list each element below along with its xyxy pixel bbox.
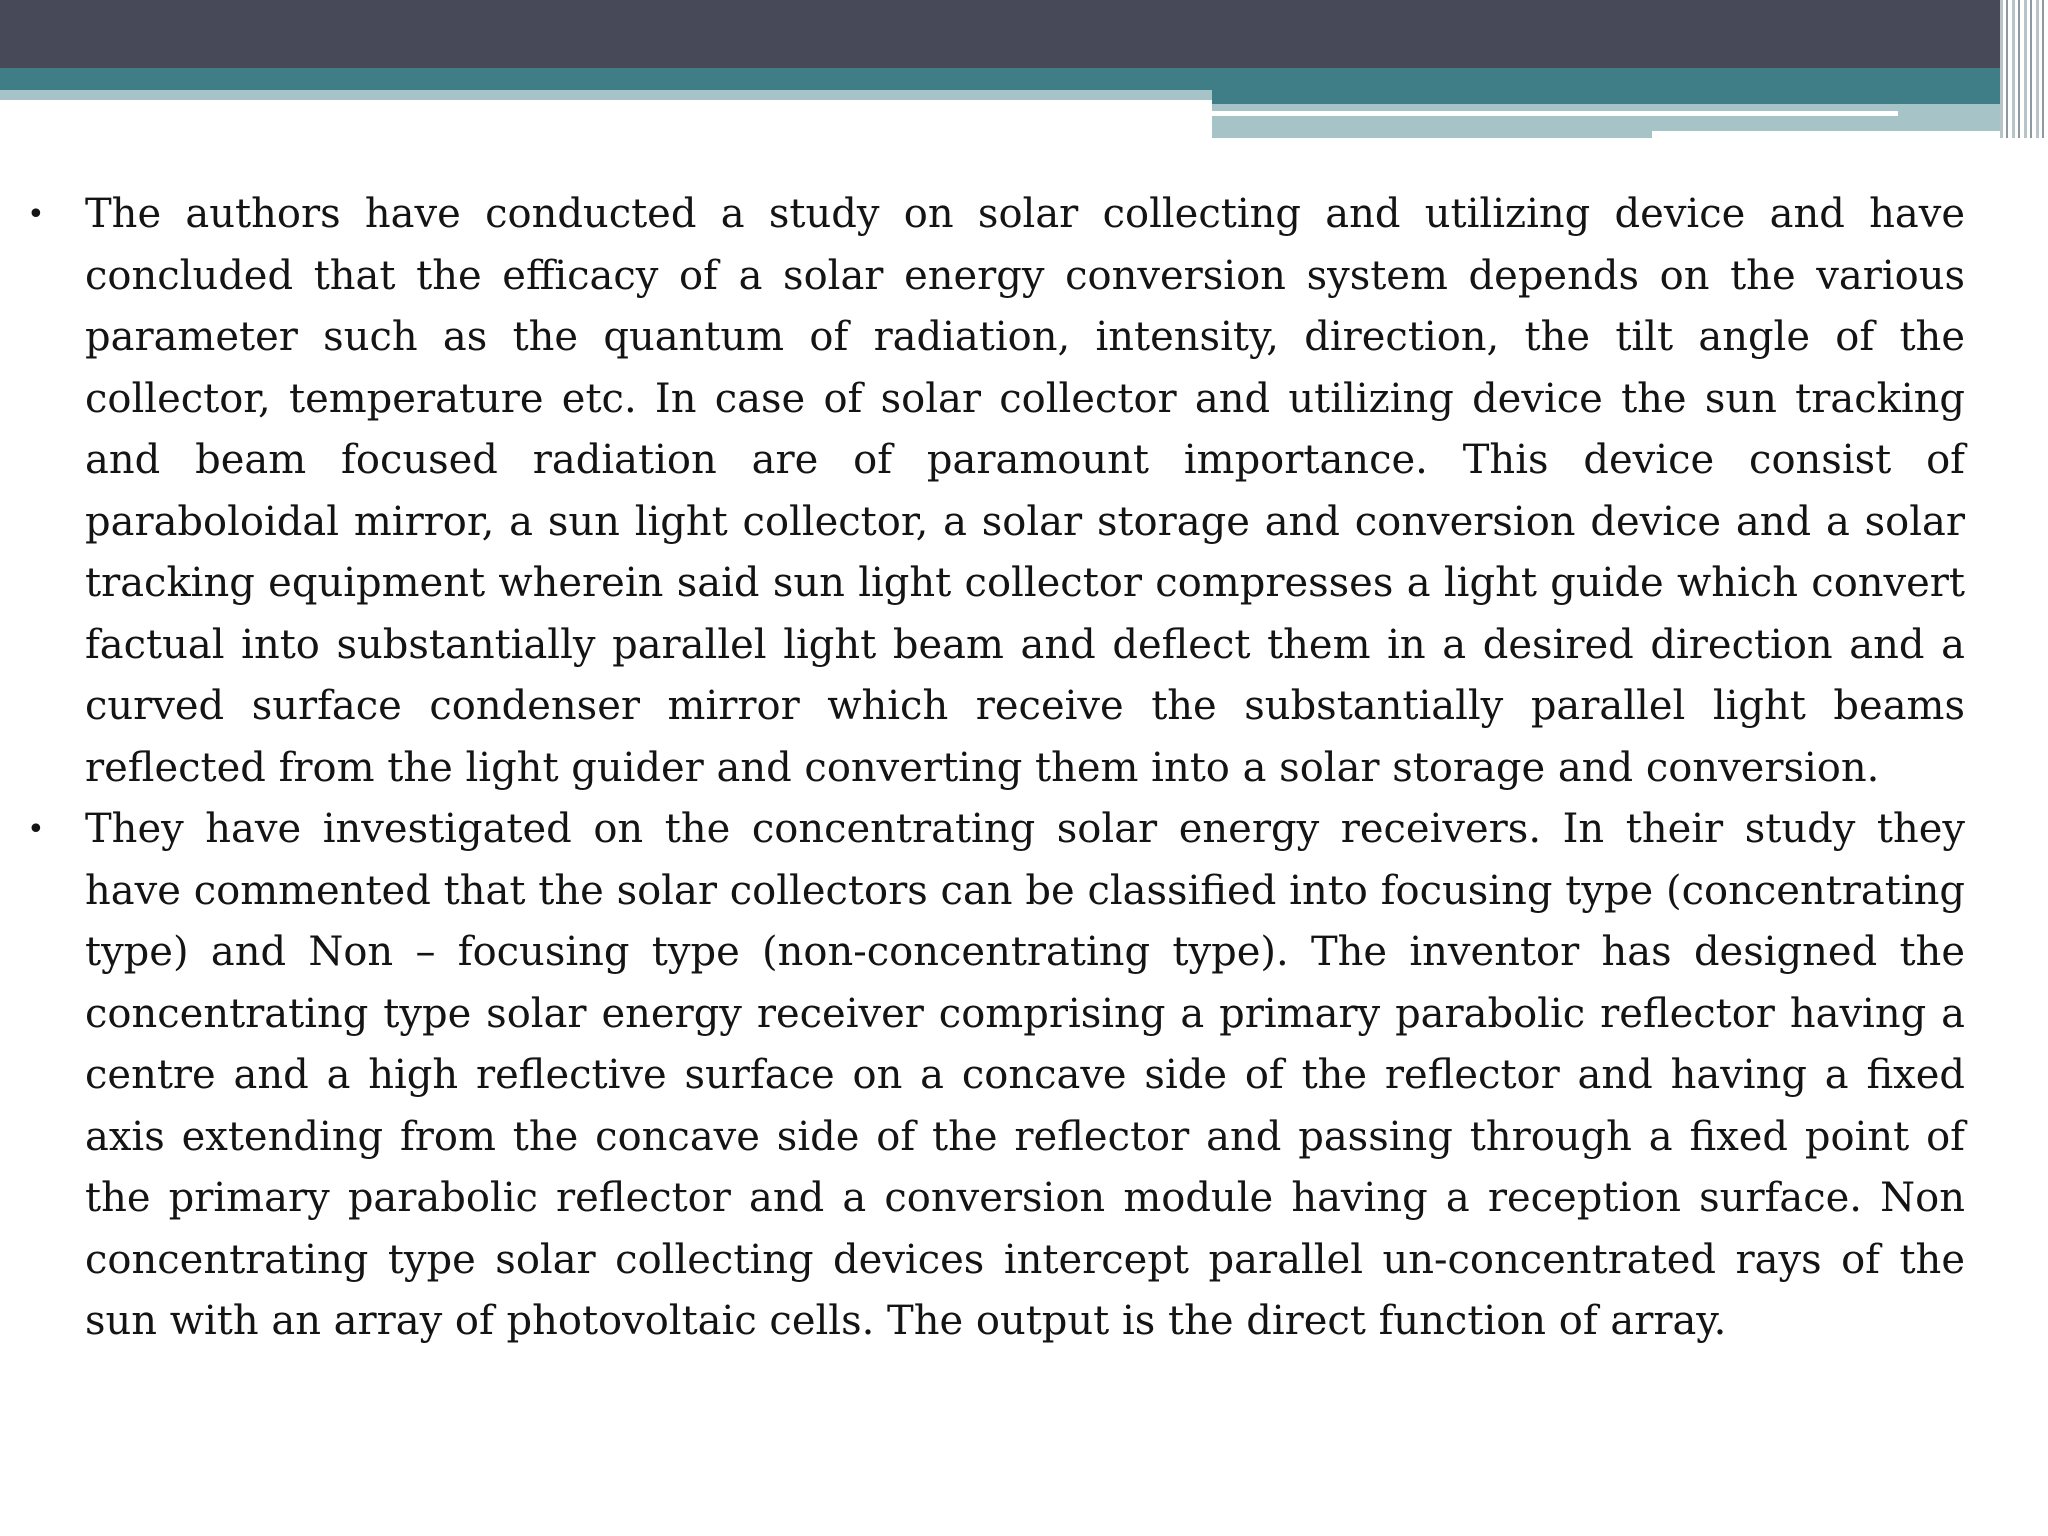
bullet-text: They have investigated on the concentrating solar energy receivers. In their study they have commented that the solar collectors can be classified into focusing type (concentrating type) and Non – focusing type (non-concentrating type). The inventor has designed the concentrating type solar energy receiver comprising a primary parabolic reflector having a centre and a high reflective surface on a concave side of the reflector and having a fixed axis extending from the concave side of the reflector and passing through a fixed point of the primary parabolic reflector and a conversion module having a reception surface. Non concentrating type solar collecting devices intercept parallel un-concentrated rays of the sun with an array of photovoltaic cells. The output is the direct function of array.: [85, 806, 1965, 1344]
bullet-item-1: [27, 184, 1965, 799]
bullet-item-2: [27, 799, 1965, 1353]
header-light-band-left: [0, 90, 1212, 100]
header-accent-notch: [1652, 131, 2048, 138]
header-dark-band: [0, 0, 2048, 68]
slide-content: [0, 184, 2048, 1353]
header-teal-band-right: [1212, 90, 2048, 104]
header-stripes-decoration: [2000, 0, 2048, 138]
bullet-marker: •: [27, 197, 45, 232]
bullet-marker: •: [27, 812, 45, 847]
header-teal-band: [0, 68, 2048, 90]
bullet-text: The authors have conducted a study on solar collecting and utilizing device and have concluded that the efficacy of a solar energy conversion system depends on the various parameter such as the quantum of radiation, intensity, direction, the tilt angle of the collector, temperature etc. In case of solar collector and utilizing device the sun tracking and beam focused radiation are of paramount importance. This device consist of paraboloidal mirror, a sun light collector, a solar storage and conversion device and a solar tracking equipment wherein said sun light collector compresses a light guide which convert factual into substantially parallel light beam and deflect them in a desired direction and a curved surface condenser mirror which receive the substantially parallel light beams reflected from the light guider and converting them into a solar storage and conversion.: [85, 191, 1965, 791]
header-accent-line: [1212, 111, 1898, 116]
